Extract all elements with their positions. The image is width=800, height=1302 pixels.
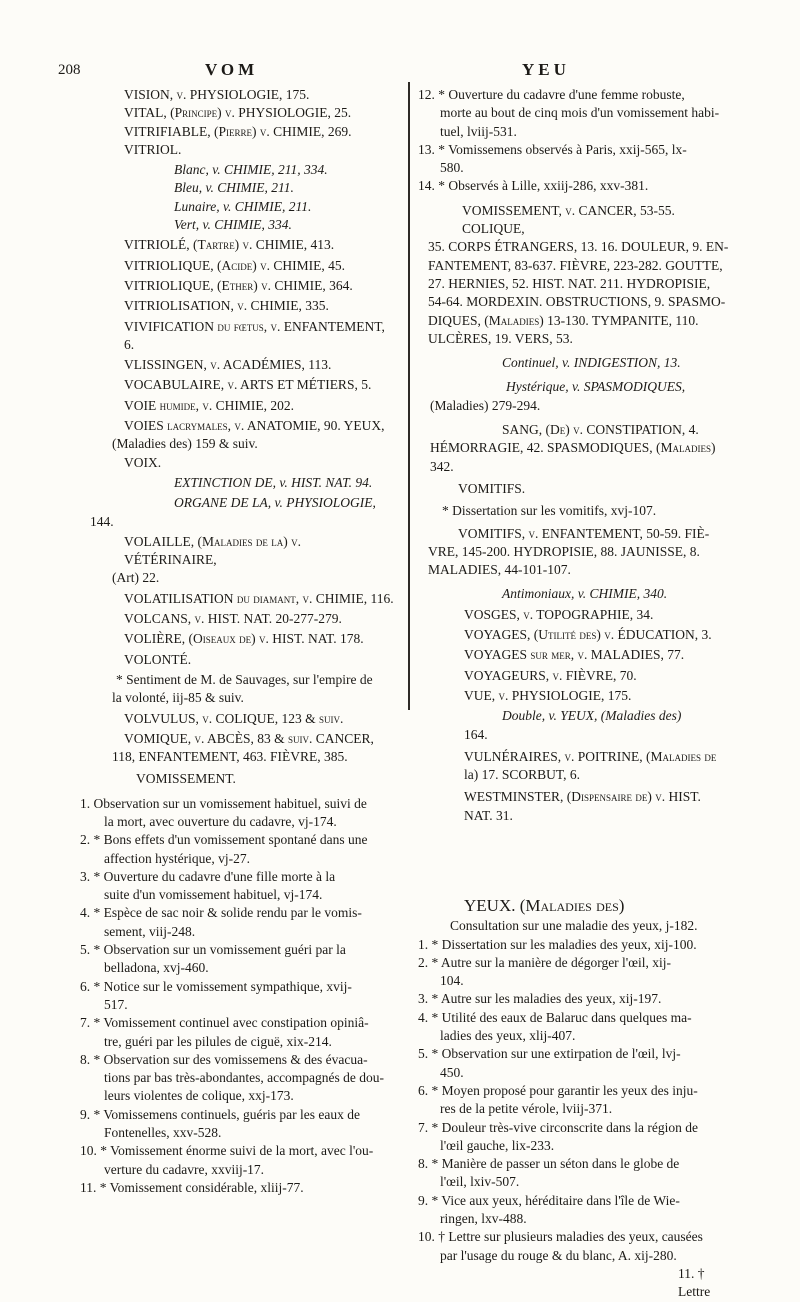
index-entry: VOMIQUE, v. ABCÈS, 83 & suiv. CANCER,	[124, 730, 374, 746]
index-entry: 13. * Vomissemens observés à Paris, xxij-565, lx-	[418, 141, 687, 157]
index-entry: VITAL, (Principe) v. PHYSIOLOGIE, 25.	[124, 105, 352, 121]
index-entry: 144.	[90, 513, 114, 529]
page-number: 208	[58, 62, 81, 78]
index-entry: VITRIOLISATION, v. CHIMIE, 335.	[124, 298, 329, 314]
index-entry: HÉMORRAGIE, 42. SPASMODIQUES, (Maladies)	[430, 440, 716, 456]
index-entry: * Dissertation sur les vomitifs, xvj-107.	[442, 503, 657, 519]
running-head-right: YEU	[522, 60, 570, 79]
index-entry: Continuel, v. INDIGESTION, 13.	[502, 355, 681, 371]
index-entry: par l'usage du rouge & du blanc, A. xij-280.	[440, 1247, 677, 1263]
index-entry: 54-64. MORDEXIN. OBSTRUCTIONS, 9. SPASMO-	[428, 294, 726, 310]
index-entry: VULNÉRAIRES, v. POITRINE, (Maladies de	[464, 748, 717, 764]
index-entry: 118, ENFANTEMENT, 463. FIÈVRE, 385.	[112, 749, 348, 765]
index-entry: ladies des yeux, xlij-407.	[440, 1028, 576, 1044]
index-entry: VOIE humide, v. CHIMIE, 202.	[124, 397, 294, 413]
index-entry: VOMISSEMENT, v. CANCER, 53-55. COLIQUE,	[462, 202, 675, 237]
index-entry: res de la petite vérole, lviij-371.	[440, 1101, 613, 1117]
index-entry: VITRIFIABLE, (Pierre) v. CHIMIE, 269.	[124, 123, 352, 139]
index-entry: belladona, xvj-460.	[104, 960, 209, 976]
index-entry: VOYAGES sur mer, v. MALADIES, 77.	[464, 647, 685, 663]
index-entry: 8. * Manière de passer un séton dans le globe de	[418, 1156, 680, 1172]
index-entry: VOLAILLE, (Maladies de la) v. VÉTÉRINAIRE,	[124, 533, 301, 568]
index-entry: SANG, (De) v. CONSTIPATION, 4.	[502, 422, 699, 438]
index-entry: * Sentiment de M. de Sauvages, sur l'empire de	[116, 671, 373, 687]
index-entry: 5. * Observation sur une extirpation de l'œil, lvj-	[418, 1046, 681, 1062]
index-entry: 7. * Douleur très-vive circonscrite dans la région de	[418, 1119, 699, 1135]
index-entry: Bleu, v. CHIMIE, 211.	[174, 180, 294, 196]
index-entry: VOIES lacrymales, v. ANATOMIE, 90. YEUX,	[124, 418, 385, 434]
index-entry: VOLCANS, v. HIST. NAT. 20-277-279.	[124, 611, 342, 627]
index-entry: VOIX.	[124, 454, 162, 470]
index-entry: (Maladies) 279-294.	[430, 397, 541, 413]
index-entry: 3. * Autre sur les maladies des yeux, xij-197.	[418, 991, 662, 1007]
index-entry: la volonté, iij-85 & suiv.	[112, 690, 244, 706]
index-entry: (Maladies des) 159 & suiv.	[112, 436, 258, 452]
index-entry: 8. * Observation sur des vomissemens & des évacua-	[80, 1051, 368, 1067]
index-entry: 11. * Vomissement considérable, xliij-77.	[80, 1179, 304, 1195]
index-entry: affection hystérique, vj-27.	[104, 850, 250, 866]
index-entry: Hystérique, v. SPASMODIQUES,	[506, 379, 686, 395]
index-entry: VOLONTÉ.	[124, 651, 192, 667]
index-entry: WESTMINSTER, (Dispensaire de) v. HIST.	[464, 789, 701, 805]
index-entry: 517.	[104, 996, 128, 1012]
index-entry: 104.	[440, 973, 464, 989]
index-entry: 27. HERNIES, 52. HIST. NAT. 211. HYDROPISIE,	[428, 275, 711, 291]
index-entry: 164.	[464, 726, 488, 742]
index-entry: 5. * Observation sur un vomissement guéri par la	[80, 942, 346, 958]
index-entry: Consultation sur une maladie des yeux, j-182.	[450, 918, 698, 934]
index-entry: tre, guéri par les pilules de ciguë, xix-214.	[104, 1033, 332, 1049]
index-entry: Blanc, v. CHIMIE, 211, 334.	[174, 162, 328, 178]
index-entry: VOMISSEMENT.	[136, 771, 236, 787]
index-entry: 9. * Vomissemens continuels, guéris par les eaux de	[80, 1106, 360, 1122]
running-head-left: VOM	[205, 60, 259, 79]
index-entry: verture du cadavre, xxviij-17.	[104, 1161, 265, 1177]
index-entry: VOSGES, v. TOPOGRAPHIE, 34.	[464, 606, 654, 622]
index-entry: 450.	[440, 1064, 464, 1080]
index-entry: VOLIÈRE, (Oiseaux de) v. HIST. NAT. 178.	[124, 631, 364, 647]
index-entry: 1. * Dissertation sur les maladies des yeux, xij-100.	[418, 936, 697, 952]
index-entry: 342.	[430, 458, 454, 474]
index-entry: 4. * Utilité des eaux de Balaruc dans quelques ma-	[418, 1009, 692, 1025]
index-entry: VRE, 145-200. HYDROPISIE, 88. JAUNISSE, 8.	[428, 543, 700, 559]
column-divider	[408, 82, 410, 710]
index-entry: 9. * Vice aux yeux, héréditaire dans l'île de Wie-	[418, 1192, 680, 1208]
index-entry: Vert, v. CHIMIE, 334.	[174, 217, 292, 233]
index-entry: 7. * Vomissement continuel avec constipation opiniâ-	[80, 1015, 369, 1031]
index-entry: VITRIOLIQUE, (Acide) v. CHIMIE, 45.	[124, 257, 345, 273]
index-entry: VITRIOLÉ, (Tartre) v. CHIMIE, 413.	[124, 237, 335, 253]
index-entry: VIVIFICATION du fœtus, v. ENFANTEMENT, 6.	[124, 318, 385, 352]
index-entry: tuel, lviij-531.	[440, 123, 517, 139]
index-entry: 11. † Lettre	[678, 1265, 711, 1300]
index-entry: VISION, v. PHYSIOLOGIE, 175.	[124, 87, 310, 102]
index-entry: 2. * Bons effets d'un vomissement spontané dans une	[80, 832, 368, 848]
index-entry: VOMITIFS.	[458, 480, 526, 496]
index-entry: morte au bout de cinq mois d'un vomissement habi-	[440, 105, 720, 121]
index-entry: VUE, v. PHYSIOLOGIE, 175.	[464, 687, 632, 703]
index-entry: Antimoniaux, v. CHIMIE, 340.	[502, 586, 668, 602]
index-entry: 10. † Lettre sur plusieurs maladies des yeux, causées	[418, 1229, 703, 1245]
index-entry: suite d'un vomissement habituel, vj-174.	[104, 887, 323, 903]
index-entry: VOYAGES, (Utilité des) v. ÉDUCATION, 3.	[464, 627, 712, 643]
index-entry: 35. CORPS ÉTRANGERS, 13. 16. DOULEUR, 9. EN-	[428, 239, 729, 255]
index-entry: 2. * Autre sur la manière de dégorger l'œil, xij-	[418, 954, 671, 970]
index-entry: Lunaire, v. CHIMIE, 211.	[174, 198, 312, 214]
index-entry: 1. Observation sur un vomissement habituel, suivi de	[80, 795, 367, 811]
index-entry: VITRIOLIQUE, (Ether) v. CHIMIE, 364.	[124, 277, 353, 293]
index-entry: ORGANE DE LA, v. PHYSIOLOGIE,	[174, 495, 376, 511]
index-entry: VOMITIFS, v. ENFANTEMENT, 50-59. FIÈ-	[458, 525, 710, 541]
index-entry: 14. * Observés à Lille, xxiij-286, xxv-381.	[418, 178, 649, 194]
index-entry: (Art) 22.	[112, 570, 160, 586]
index-entry: sement, viij-248.	[104, 923, 196, 939]
index-entry: 6. * Moyen proposé pour garantir les yeux des inju-	[418, 1082, 698, 1098]
index-entry: DIQUES, (Maladies) 13-130. TYMPANITE, 110.	[428, 312, 699, 328]
index-entry: leurs violentes de colique, xxj-173.	[104, 1088, 294, 1104]
index-entry: 12. * Ouverture du cadavre d'une femme robuste,	[418, 87, 685, 102]
index-entry: FANTEMENT, 83-637. FIÈVRE, 223-282. GOUTTE,	[428, 257, 723, 273]
index-entry: VITRIOL.	[124, 141, 182, 157]
index-entry: VOLATILISATION du diamant, v. CHIMIE, 116.	[124, 590, 394, 606]
index-entry: ULCÈRES, 19. VERS, 53.	[428, 330, 573, 346]
index-entry: MALADIES, 44-101-107.	[428, 562, 571, 578]
index-entry: VLISSINGEN, v. ACADÉMIES, 113.	[124, 357, 332, 373]
index-entry: la mort, avec ouverture du cadavre, vj-174.	[104, 813, 337, 829]
index-entry: Fontenelles, xxv-528.	[104, 1125, 222, 1141]
index-entry: VOCABULAIRE, v. ARTS ET MÉTIERS, 5.	[124, 377, 372, 393]
index-entry: 3. * Ouverture du cadavre d'une fille morte à la	[80, 868, 336, 884]
index-entry: 4. * Espèce de sac noir & solide rendu par le vomis-	[80, 905, 362, 921]
index-entry: ringen, lxv-488.	[440, 1211, 527, 1227]
index-entry: VOLVULUS, v. COLIQUE, 123 & suiv.	[124, 710, 344, 726]
index-entry: NAT. 31.	[464, 807, 513, 823]
index-entry: 6. * Notice sur le vomissement sympathique, xvij-	[80, 978, 352, 994]
index-entry: l'œil, lxiv-507.	[440, 1174, 520, 1190]
index-entry: 580.	[440, 160, 464, 176]
index-entry: VOYAGEURS, v. FIÈVRE, 70.	[464, 667, 637, 683]
index-entry: 10. * Vomissement énorme suivi de la mort, avec l'ou-	[80, 1143, 374, 1159]
index-entry: YEUX. (Maladies des)	[464, 895, 625, 915]
index-entry: l'œil gauche, lix-233.	[440, 1137, 555, 1153]
left-column	[80, 86, 396, 1197]
index-entry: EXTINCTION DE, v. HIST. NAT. 94.	[174, 474, 373, 490]
right-column	[418, 86, 730, 1302]
index-entry: Double, v. YEUX, (Maladies des)	[502, 708, 682, 724]
index-entry: la) 17. SCORBUT, 6.	[464, 767, 581, 783]
index-entry: tions par bas très-abondantes, accompagnés de dou-	[104, 1070, 385, 1086]
